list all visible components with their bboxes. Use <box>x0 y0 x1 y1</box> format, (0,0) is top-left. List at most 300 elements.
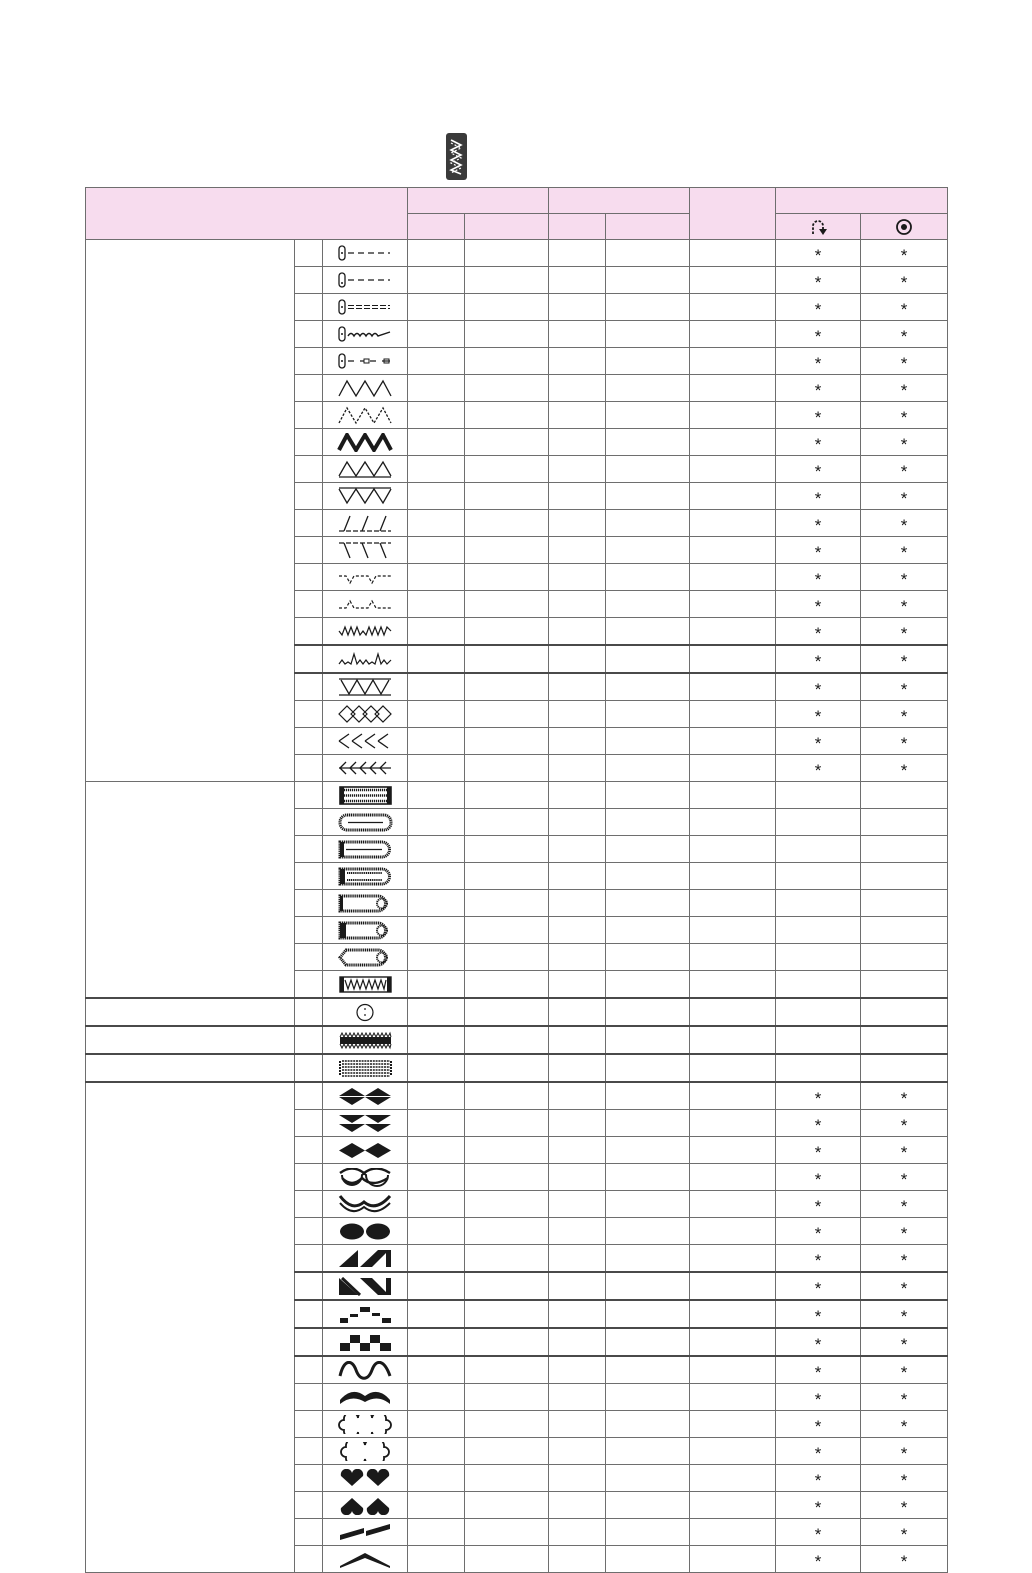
width-auto-cell <box>408 483 465 510</box>
stitch-pattern-triple-straight-icon <box>323 294 408 321</box>
stitch-pattern-hearts-icon <box>323 1465 408 1492</box>
width-manual-cell <box>465 971 549 999</box>
length-auto-cell <box>549 1054 606 1082</box>
presser-foot-cell <box>690 809 776 836</box>
width-manual-cell <box>465 321 549 348</box>
reinforcement-stitch-mark: * <box>861 1492 948 1519</box>
length-manual-cell <box>606 1492 690 1519</box>
width-manual-cell <box>465 1438 549 1465</box>
length-auto-cell <box>549 782 606 809</box>
width-manual-cell <box>465 240 549 267</box>
length-auto-cell <box>549 998 606 1026</box>
reinforcement-stitch-mark: * <box>861 483 948 510</box>
stitch-pattern-straight-middle-dash-icon <box>323 267 408 294</box>
presser-foot-cell <box>690 1465 776 1492</box>
stitch-pattern-feather-arrow-icon <box>323 755 408 782</box>
presser-foot-cell <box>690 645 776 673</box>
length-auto-cell <box>549 1191 606 1218</box>
width-manual-cell <box>465 701 549 728</box>
width-auto-cell <box>408 1384 465 1411</box>
width-auto-cell <box>408 1411 465 1438</box>
reverse-stitch-mark: * <box>776 348 861 375</box>
reinforcement-stitch-mark: * <box>861 701 948 728</box>
stitch-number-cell <box>295 998 323 1026</box>
width-auto-cell <box>408 809 465 836</box>
presser-foot-cell <box>690 917 776 944</box>
width-auto-cell <box>408 1218 465 1245</box>
reverse-stitch-mark: * <box>776 1328 861 1356</box>
reverse-stitch-mark: * <box>776 1492 861 1519</box>
stitch-pattern-buttonhole-stretch-icon <box>323 863 408 890</box>
reinforcement-stitch-mark: * <box>861 375 948 402</box>
table-row <box>86 782 948 809</box>
width-auto-cell <box>408 564 465 591</box>
reverse-stitch-mark: * <box>776 564 861 591</box>
stitch-pattern-clouds-icon <box>323 1411 408 1438</box>
width-manual-cell <box>465 1546 549 1573</box>
length-manual-cell <box>606 1519 690 1546</box>
width-manual-cell <box>465 618 549 646</box>
length-manual-cell <box>606 755 690 782</box>
header-width-auto <box>408 214 465 240</box>
reinforcement-stitch-mark: * <box>861 645 948 673</box>
width-manual-cell <box>465 1519 549 1546</box>
presser-foot-cell <box>690 618 776 646</box>
presser-foot-cell <box>690 1272 776 1300</box>
length-auto-cell <box>549 618 606 646</box>
zigzag-mode-icon <box>446 133 467 180</box>
presser-foot-cell <box>690 701 776 728</box>
reverse-stitch-mark: * <box>776 645 861 673</box>
width-auto-cell <box>408 375 465 402</box>
width-manual-cell <box>465 728 549 755</box>
reinforcement-stitch-mark: * <box>861 755 948 782</box>
reverse-stitch-mark: * <box>776 402 861 429</box>
header-width-manual <box>465 214 549 240</box>
reverse-stitch-mark: * <box>776 1546 861 1573</box>
length-manual-cell <box>606 1300 690 1328</box>
width-auto-cell <box>408 836 465 863</box>
width-auto-cell <box>408 1110 465 1137</box>
length-auto-cell <box>549 755 606 782</box>
header-stitch-name <box>86 188 408 240</box>
length-manual-cell <box>606 1082 690 1110</box>
stitch-number-cell <box>295 1137 323 1164</box>
width-manual-cell <box>465 483 549 510</box>
length-manual-cell <box>606 971 690 999</box>
stitch-pattern-stretch-blind-icon <box>323 618 408 646</box>
width-auto-cell <box>408 998 465 1026</box>
width-auto-cell <box>408 1245 465 1273</box>
stitch-number-cell <box>295 1519 323 1546</box>
width-auto-cell <box>408 944 465 971</box>
stitch-pattern-double-wave-icon <box>323 1384 408 1411</box>
reinforcement-stitch-mark <box>861 863 948 890</box>
reinforcement-stitch-mark: * <box>861 321 948 348</box>
stitch-pattern-buttonhole-keyhole-bar-icon <box>323 917 408 944</box>
width-manual-cell <box>465 944 549 971</box>
reinforcement-stitch-mark: * <box>861 429 948 456</box>
width-manual-cell <box>465 755 549 782</box>
reverse-stitch-mark: * <box>776 755 861 782</box>
stitch-pattern-overlock-slant-top-icon <box>323 537 408 564</box>
width-manual-cell <box>465 1164 549 1191</box>
width-manual-cell <box>465 1191 549 1218</box>
reinforcement-stitch-mark: * <box>861 1272 948 1300</box>
length-auto-cell <box>549 321 606 348</box>
stitch-pattern-ovals-icon <box>323 1218 408 1245</box>
presser-foot-cell <box>690 1218 776 1245</box>
reinforcement-stitch-mark: * <box>861 510 948 537</box>
stitch-number-cell <box>295 1191 323 1218</box>
stitch-pattern-button-sewing-icon <box>323 998 408 1026</box>
length-manual-cell <box>606 1272 690 1300</box>
stitch-pattern-buttonhole-zigzag-icon <box>323 971 408 999</box>
stitch-pattern-slant-blocks-right-icon <box>323 1272 408 1300</box>
reverse-stitch-mark: * <box>776 1438 861 1465</box>
length-auto-cell <box>549 1245 606 1273</box>
width-auto-cell <box>408 673 465 701</box>
stitch-number-cell <box>295 240 323 267</box>
length-auto-cell <box>549 1082 606 1110</box>
stitch-number-cell <box>295 1465 323 1492</box>
stitch-number-cell <box>295 755 323 782</box>
stitch-number-cell <box>295 618 323 646</box>
length-manual-cell <box>606 510 690 537</box>
reverse-stitch-mark <box>776 971 861 999</box>
stitch-pattern-checkerboard-icon <box>323 1328 408 1356</box>
reverse-stitch-mark: * <box>776 1082 861 1110</box>
stitch-pattern-darning-icon <box>323 1054 408 1082</box>
reverse-stitch-mark: * <box>776 1356 861 1384</box>
stitch-number-cell <box>295 1492 323 1519</box>
reinforcement-stitch-mark: * <box>861 1164 948 1191</box>
width-manual-cell <box>465 1245 549 1273</box>
length-auto-cell <box>549 1384 606 1411</box>
stitch-number-cell <box>295 1026 323 1054</box>
stitch-number-cell <box>295 890 323 917</box>
length-auto-cell <box>549 1218 606 1245</box>
stitch-number-cell <box>295 348 323 375</box>
stitch-number-cell <box>295 375 323 402</box>
reverse-stitch-mark: * <box>776 1218 861 1245</box>
length-manual-cell <box>606 1546 690 1573</box>
length-auto-cell <box>549 1438 606 1465</box>
presser-foot-cell <box>690 944 776 971</box>
reverse-stitch-mark: * <box>776 456 861 483</box>
stitch-pattern-shell-tuck-icon <box>323 645 408 673</box>
stitch-number-cell <box>295 1328 323 1356</box>
group-label <box>86 998 295 1026</box>
width-manual-cell <box>465 673 549 701</box>
stitch-number-cell <box>295 1546 323 1573</box>
header-length-manual <box>606 214 690 240</box>
width-manual-cell <box>465 429 549 456</box>
reinforcement-stitch-mark: * <box>861 1137 948 1164</box>
reinforcement-stitch-mark: * <box>861 1110 948 1137</box>
reinforcement-stitch-mark: * <box>861 402 948 429</box>
presser-foot-cell <box>690 1164 776 1191</box>
stitch-number-cell <box>295 728 323 755</box>
length-manual-cell <box>606 1438 690 1465</box>
width-auto-cell <box>408 294 465 321</box>
length-auto-cell <box>549 701 606 728</box>
presser-foot-cell <box>690 1110 776 1137</box>
presser-foot-cell <box>690 348 776 375</box>
stitch-number-cell <box>295 1164 323 1191</box>
presser-foot-cell <box>690 1054 776 1082</box>
width-auto-cell <box>408 537 465 564</box>
stitch-pattern-triple-zigzag-icon <box>323 429 408 456</box>
width-auto-cell <box>408 510 465 537</box>
stitch-pattern-steps-icon <box>323 1300 408 1328</box>
presser-foot-cell <box>690 591 776 618</box>
table-row <box>86 1026 948 1054</box>
header-length-auto <box>549 214 606 240</box>
stitch-number-cell <box>295 673 323 701</box>
width-auto-cell <box>408 917 465 944</box>
width-manual-cell <box>465 348 549 375</box>
reinforcement-stitch-mark: * <box>861 1356 948 1384</box>
table-row <box>86 998 948 1026</box>
reverse-stitch-mark: * <box>776 1465 861 1492</box>
length-auto-cell <box>549 645 606 673</box>
stitch-pattern-basting-icon <box>323 348 408 375</box>
reinforcement-stitch-mark <box>861 944 948 971</box>
stitch-pattern-slant-bars-icon <box>323 1519 408 1546</box>
stitch-pattern-blind-hem-up-icon <box>323 591 408 618</box>
reverse-stitch-mark <box>776 782 861 809</box>
width-manual-cell <box>465 1465 549 1492</box>
width-auto-cell <box>408 591 465 618</box>
stitch-number-cell <box>295 944 323 971</box>
width-auto-cell <box>408 701 465 728</box>
table-row <box>86 1082 948 1110</box>
reinforcement-stitch-mark: * <box>861 240 948 267</box>
stitch-pattern-diamonds-icon <box>323 1137 408 1164</box>
reinforcement-stitch-mark: * <box>861 1411 948 1438</box>
presser-foot-cell <box>690 1492 776 1519</box>
length-manual-cell <box>606 1245 690 1273</box>
reverse-stitch-mark: * <box>776 1245 861 1273</box>
stitch-table-body <box>86 240 948 1573</box>
reverse-stitch-mark: * <box>776 267 861 294</box>
width-manual-cell <box>465 890 549 917</box>
presser-foot-cell <box>690 1026 776 1054</box>
stitch-number-cell <box>295 294 323 321</box>
width-manual-cell <box>465 402 549 429</box>
length-auto-cell <box>549 402 606 429</box>
stitch-pattern-buttonhole-keyhole-icon <box>323 890 408 917</box>
reinforcement-stitch-mark <box>861 782 948 809</box>
stitch-pattern-triangles-down-icon <box>323 1110 408 1137</box>
length-manual-cell <box>606 645 690 673</box>
length-manual-cell <box>606 1356 690 1384</box>
length-auto-cell <box>549 537 606 564</box>
stitch-number-cell <box>295 456 323 483</box>
width-manual-cell <box>465 1411 549 1438</box>
presser-foot-cell <box>690 1137 776 1164</box>
presser-foot-cell <box>690 1411 776 1438</box>
reverse-stitch-mark <box>776 1026 861 1054</box>
reinforcement-stitch-mark: * <box>861 1465 948 1492</box>
length-manual-cell <box>606 1328 690 1356</box>
length-auto-cell <box>549 348 606 375</box>
presser-foot-cell <box>690 755 776 782</box>
reverse-stitch-mark: * <box>776 1110 861 1137</box>
reinforcement-stitch-mark: * <box>861 1245 948 1273</box>
presser-foot-cell <box>690 1384 776 1411</box>
width-auto-cell <box>408 1328 465 1356</box>
presser-foot-cell <box>690 1300 776 1328</box>
length-manual-cell <box>606 1465 690 1492</box>
width-auto-cell <box>408 618 465 646</box>
presser-foot-cell <box>690 1546 776 1573</box>
stitch-pattern-stretch-straight-icon <box>323 321 408 348</box>
reinforcement-stitch-mark: * <box>861 267 948 294</box>
width-manual-cell <box>465 836 549 863</box>
reverse-stitch-mark: * <box>776 618 861 646</box>
width-auto-cell <box>408 1272 465 1300</box>
reverse-stitch-mark: * <box>776 591 861 618</box>
stitch-number-cell <box>295 701 323 728</box>
length-manual-cell <box>606 836 690 863</box>
length-auto-cell <box>549 591 606 618</box>
reinforcement-stitch-mark: * <box>861 456 948 483</box>
stitch-pattern-chevron-icon <box>323 1546 408 1573</box>
reverse-stitch-mark: * <box>776 673 861 701</box>
reverse-stitch-mark: * <box>776 1272 861 1300</box>
length-auto-cell <box>549 917 606 944</box>
reverse-stitch-mark: * <box>776 375 861 402</box>
length-auto-cell <box>549 809 606 836</box>
reinforcement-stitch-mark: * <box>861 1300 948 1328</box>
width-manual-cell <box>465 375 549 402</box>
width-auto-cell <box>408 1492 465 1519</box>
presser-foot-cell <box>690 998 776 1026</box>
reinforcement-stitch-mark: * <box>861 294 948 321</box>
stitch-number-cell <box>295 863 323 890</box>
stitch-pattern-bartack-icon <box>323 1026 408 1054</box>
length-auto-cell <box>549 1519 606 1546</box>
stitch-pattern-three-step-zigzag-icon <box>323 402 408 429</box>
stitch-pattern-buttonhole-round-both-icon <box>323 809 408 836</box>
reverse-stitch-mark: * <box>776 537 861 564</box>
length-auto-cell <box>549 728 606 755</box>
length-manual-cell <box>606 1164 690 1191</box>
stitch-pattern-feather-left-icon <box>323 728 408 755</box>
length-manual-cell <box>606 564 690 591</box>
length-auto-cell <box>549 483 606 510</box>
width-manual-cell <box>465 917 549 944</box>
length-manual-cell <box>606 917 690 944</box>
width-auto-cell <box>408 863 465 890</box>
stitch-pattern-straight-left-dash-icon <box>323 240 408 267</box>
presser-foot-cell <box>690 429 776 456</box>
length-auto-cell <box>549 1356 606 1384</box>
presser-foot-cell <box>690 1438 776 1465</box>
stitch-pattern-buttonhole-keyhole-taper-icon <box>323 944 408 971</box>
width-manual-cell <box>465 1384 549 1411</box>
width-manual-cell <box>465 537 549 564</box>
width-manual-cell <box>465 1218 549 1245</box>
presser-foot-cell <box>690 240 776 267</box>
length-auto-cell <box>549 1546 606 1573</box>
length-auto-cell <box>549 1137 606 1164</box>
width-auto-cell <box>408 1026 465 1054</box>
width-auto-cell <box>408 1300 465 1328</box>
length-auto-cell <box>549 429 606 456</box>
reverse-stitch-icon <box>776 214 861 240</box>
stitch-number-cell <box>295 321 323 348</box>
reverse-stitch-mark: * <box>776 429 861 456</box>
width-manual-cell <box>465 294 549 321</box>
length-auto-cell <box>549 1492 606 1519</box>
stitch-number-cell <box>295 591 323 618</box>
length-auto-cell <box>549 863 606 890</box>
stitch-number-cell <box>295 1438 323 1465</box>
reinforcement-stitch-mark <box>861 1054 948 1082</box>
presser-foot-cell <box>690 510 776 537</box>
width-manual-cell <box>465 998 549 1026</box>
stitch-pattern-clouds-wide-icon <box>323 1438 408 1465</box>
presser-foot-cell <box>690 321 776 348</box>
width-auto-cell <box>408 782 465 809</box>
reverse-stitch-mark: * <box>776 1300 861 1328</box>
width-manual-cell <box>465 809 549 836</box>
width-manual-cell <box>465 1300 549 1328</box>
length-auto-cell <box>549 1164 606 1191</box>
presser-foot-cell <box>690 971 776 999</box>
presser-foot-cell <box>690 836 776 863</box>
reverse-stitch-mark <box>776 1054 861 1082</box>
header-width <box>408 188 549 214</box>
width-manual-cell <box>465 1110 549 1137</box>
reinforcement-stitch-icon <box>861 214 948 240</box>
length-manual-cell <box>606 402 690 429</box>
reinforcement-stitch-mark <box>861 998 948 1026</box>
presser-foot-cell <box>690 1356 776 1384</box>
reverse-stitch-mark <box>776 836 861 863</box>
stitch-number-cell <box>295 1272 323 1300</box>
reverse-stitch-mark: * <box>776 1137 861 1164</box>
length-auto-cell <box>549 564 606 591</box>
width-auto-cell <box>408 1191 465 1218</box>
stitch-number-cell <box>295 836 323 863</box>
presser-foot-cell <box>690 375 776 402</box>
width-auto-cell <box>408 429 465 456</box>
presser-foot-cell <box>690 673 776 701</box>
reverse-stitch-mark: * <box>776 1164 861 1191</box>
stitch-pattern-double-overlock-icon <box>323 673 408 701</box>
stitch-number-cell <box>295 1218 323 1245</box>
width-manual-cell <box>465 456 549 483</box>
group-label <box>86 1026 295 1054</box>
reinforcement-stitch-mark: * <box>861 1328 948 1356</box>
length-auto-cell <box>549 1300 606 1328</box>
reinforcement-stitch-mark: * <box>861 564 948 591</box>
length-manual-cell <box>606 240 690 267</box>
width-auto-cell <box>408 402 465 429</box>
length-manual-cell <box>606 728 690 755</box>
width-manual-cell <box>465 1492 549 1519</box>
stitch-number-cell <box>295 782 323 809</box>
width-manual-cell <box>465 1054 549 1082</box>
stitch-number-cell <box>295 402 323 429</box>
reverse-stitch-mark <box>776 890 861 917</box>
stitch-number-cell <box>295 1411 323 1438</box>
length-manual-cell <box>606 267 690 294</box>
